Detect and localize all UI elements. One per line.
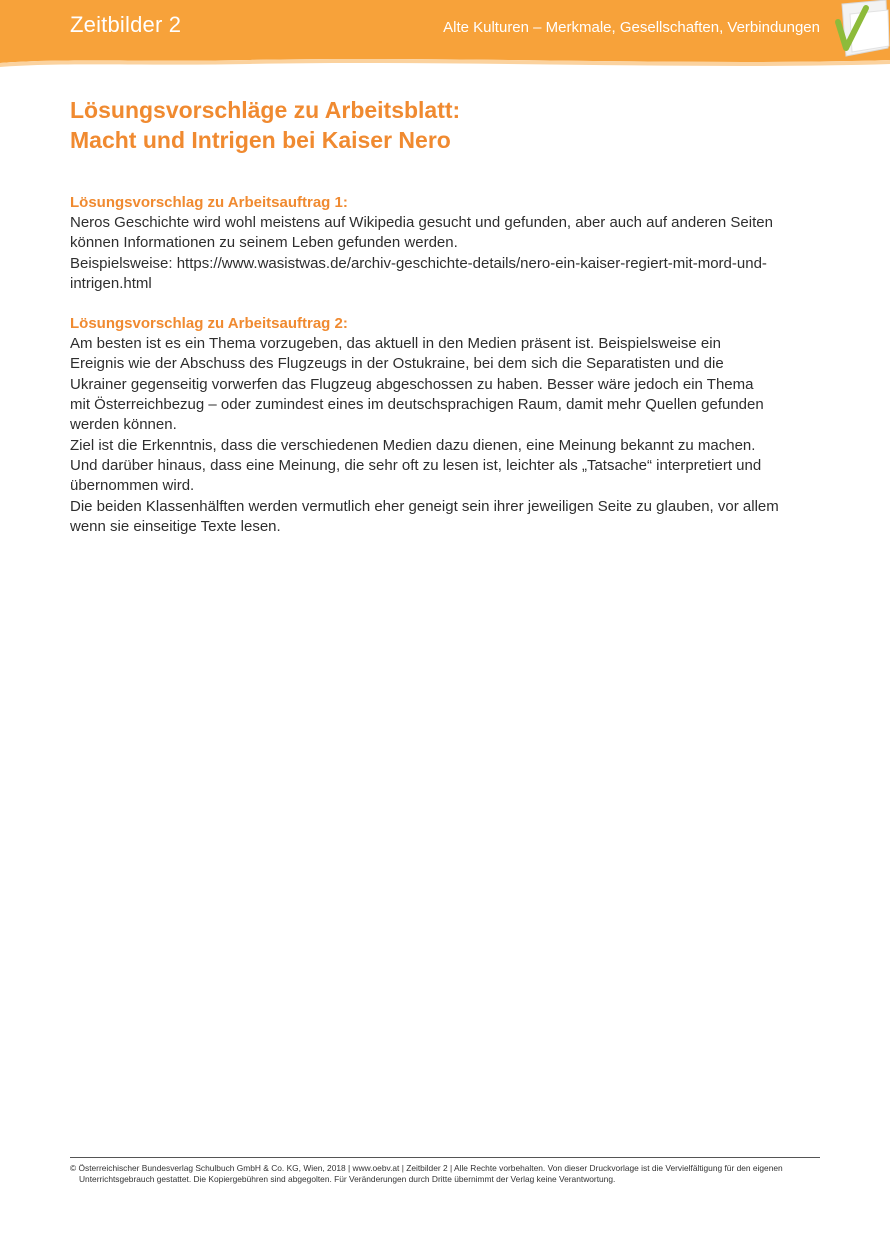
copyright-footer xyxy=(70,1157,820,1185)
page-title-line-1: Lösungsvorschläge zu Arbeitsblatt: xyxy=(70,97,461,123)
text-line: übernommen wird. xyxy=(70,477,195,495)
subject-title: Alte Kulturen – Merkmale, Gesellschaften, Verbindungen xyxy=(443,19,820,36)
text-line: werden können. xyxy=(70,416,177,434)
text-line: Und darüber hinaus, dass eine Meinung, die sehr oft zu lesen ist, leichter als „Tatsache“ interpretiert und xyxy=(70,456,762,474)
text-line: Beispielsweise: https://www.wasistwas.de/archiv-geschichte-details/nero-ein-kaiser-regiert-mit-mord-und- xyxy=(70,254,767,272)
text-line: Am besten ist es ein Thema vorzugeben, das aktuell in den Medien präsent ist. Beispielsweise ein xyxy=(70,335,721,353)
page-header xyxy=(0,0,890,70)
text-line: wenn sie einseitige Texte lesen. xyxy=(70,517,281,535)
series-title: Zeitbilder 2 xyxy=(70,12,182,37)
page-title xyxy=(70,95,820,155)
text-line: Die beiden Klassenhälften werden vermutlich eher geneigt sein ihrer jeweiligen Seite zu glauben, vor allem xyxy=(70,497,779,515)
section-heading: Lösungsvorschlag zu Arbeitsauftrag 1: xyxy=(70,194,348,211)
text-line: Ukrainer gegenseitig vorwerfen das Flugzeug abgeschossen zu haben. Besser wäre jedoch ein Thema xyxy=(70,375,754,393)
checkmark-logo-icon xyxy=(832,0,890,60)
text-line: Ziel ist die Erkenntnis, dass die verschiedenen Medien dazu dienen, eine Meinung bekannt zu machen. xyxy=(70,436,756,454)
footer-line-2: Unterrichtsgebrauch gestattet. Die Kopiergebühren sind abgegolten. Für Veränderungen durch Dritte übernimmt der Verlag keine Verantwortung. xyxy=(79,1174,616,1184)
section-heading: Lösungsvorschlag zu Arbeitsauftrag 2: xyxy=(70,315,348,333)
footer-line-1: © Österreichischer Bundesverlag Schulbuch GmbH & Co. KG, Wien, 2018 | www.oebv.at | Zeitbilder 2 | Alle Rechte vorbehalten. Von dieser Druckvorlage ist die Vervielfältigung für den eigenen xyxy=(70,1163,783,1173)
solution-section-1 xyxy=(70,193,820,294)
text-line: intrigen.html xyxy=(70,274,152,292)
text-line: können Informationen zu seinem Leben gefunden werden. xyxy=(70,234,458,252)
text-line: Neros Geschichte wird wohl meistens auf Wikipedia gesucht und gefunden, aber auch auf anderen Seiten xyxy=(70,214,773,231)
solution-section-2 xyxy=(70,314,820,537)
main-content xyxy=(70,95,820,537)
page-title-line-2: Macht und Intrigen bei Kaiser Nero xyxy=(70,127,451,153)
section-body xyxy=(70,213,820,294)
section-body xyxy=(70,334,820,537)
text-line: Ereignis wie der Abschuss des Flugzeugs in der Ostukraine, bei dem sich die Separatisten und die xyxy=(70,355,724,373)
text-line: mit Österreichbezug – oder zumindest eines im deutschsprachigen Raum, damit mehr Quellen gefunden xyxy=(70,396,764,414)
